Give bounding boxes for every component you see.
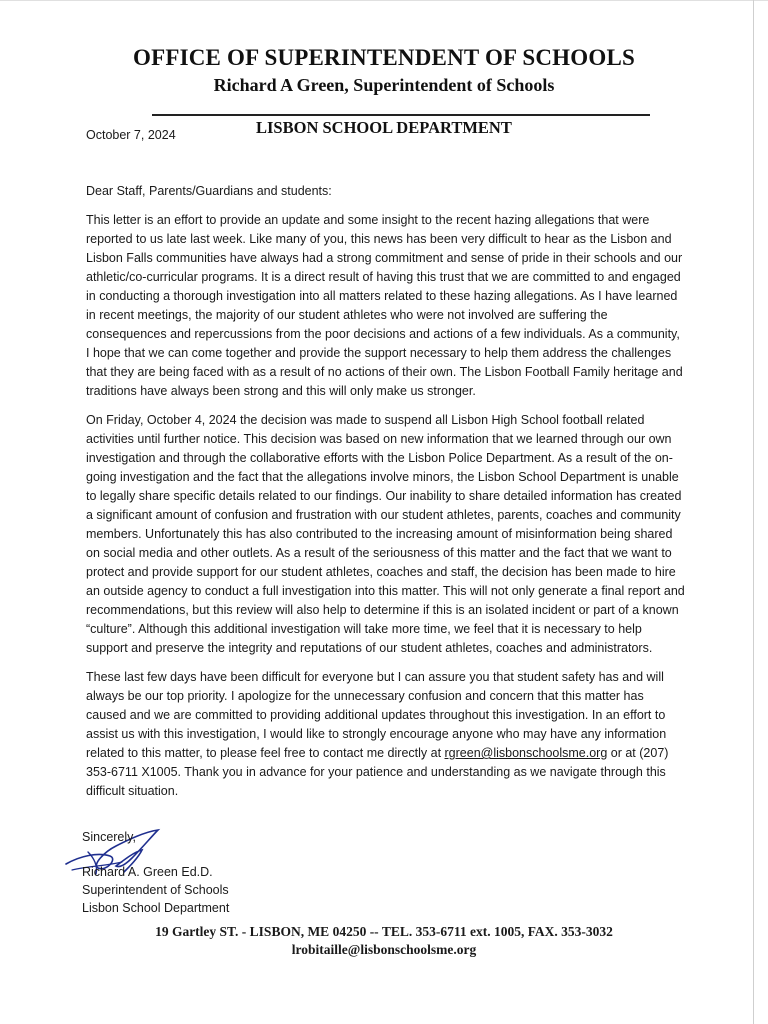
letterhead-subtitle: Richard A Green, Superintendent of Schools — [213, 75, 555, 95]
paragraph-2: On Friday, October 4, 2024 the decision was made to suspend all Lisbon High School football related activities until further notice. This decision was based on new information that we learned through our own investigation and through the collaborative efforts with the Lisbon Police Department. As a result of the on-going investigation and the fact that the allegations involve minors, the Lisbon School Department is unable to legally share specific details related to our findings. Our inability to share detailed information has created a significant amount of confusion and frustration with our student athletes, parents, coaches and community members. Unfortunately this has also contributed to the increasing amount of misinformation being shared on social media and other outlets. As a result of the seriousness of this matter and the fact that we want to protect and provide support for our student athletes, coaches and staff, the decision has been made to hire an outside agency to conduct a full investigation into this matter. This will not only generate a final report and recommendations, but this review will also help to determine if this is an isolated incident or part of a known “culture”. Although this additional investigation will take more time, we feel that it is necessary to help support and preserve the integrity and reputations of our student athletes, coaches and administrators. — [86, 413, 685, 655]
footer-email: lrobitaille@lisbonschoolsme.org — [291, 942, 477, 957]
signature-gap — [82, 846, 229, 863]
paragraph-1: This letter is an effort to provide an update and some insight to the recent hazing allegations that were reported to us late last week. Like many of you, this news has been very difficult to hear as the Lisbon and Lisbon Falls communities have always had a strong commitment and sense of pride in their schools and our athletic/co-curricular programs. It is a direct result of having this trust that we are committed to and engaged in conducting a thorough investigation into all matters related to these hazing allegations. As I have learned in recent meetings, the majority of our student athletes who were not involved are suffering the consequences and repercussions from the poor decisions and actions of a few individuals. As a community, I hope that we can come together and provide the support necessary to help them address the challenges that they are being faced with as a result of no actions of their own. The Lisbon Football Family heritage and traditions have always been strong and this will only make us stronger. — [86, 213, 683, 398]
letter-date: October 7, 2024 — [86, 128, 176, 142]
signer-title: Superintendent of Schools — [82, 883, 229, 897]
paragraph-3-text-end: or at (207) 353-6711 X1005. Thank you in advance for your patience and understanding as we navigate through this difficult situation. — [86, 746, 669, 798]
signer-org: Lisbon School Department — [82, 901, 230, 915]
paragraph-3-text: These last few days have been difficult for everyone but I can assure you that student safety has and will always be our top priority. I apologize for the unnecessary confusion and concern that this matter has caused and we are committed to providing additional updates throughout this investigation. In an effort to assist us with this investigation, I would like to strongly encourage anyone who may have any information related to this matter, to please feel free to contact me directly at — [86, 670, 667, 760]
letterhead-rule — [152, 114, 650, 116]
sign-off: Sincerely, — [82, 830, 136, 844]
signer-name: Richard A. Green Ed.D. — [82, 865, 213, 879]
department-name: LISBON SCHOOL DEPARTMENT — [256, 118, 512, 137]
footer-address: 19 Gartley ST. - LISBON, ME 04250 -- TEL. 353-6711 ext. 1005, FAX. 353-3032 — [155, 924, 613, 939]
closing-block — [82, 828, 229, 917]
page-top-edge — [0, 0, 768, 1]
paragraph-3 — [86, 668, 686, 801]
page-right-edge — [753, 0, 754, 1024]
salutation: Dear Staff, Parents/Guardians and students: — [86, 184, 332, 198]
letter-body — [86, 182, 686, 811]
letterhead-title: OFFICE OF SUPERINTENDENT OF SCHOOLS — [132, 45, 635, 70]
contact-email-link[interactable]: rgreen@lisbonschoolsme.org — [444, 746, 608, 760]
